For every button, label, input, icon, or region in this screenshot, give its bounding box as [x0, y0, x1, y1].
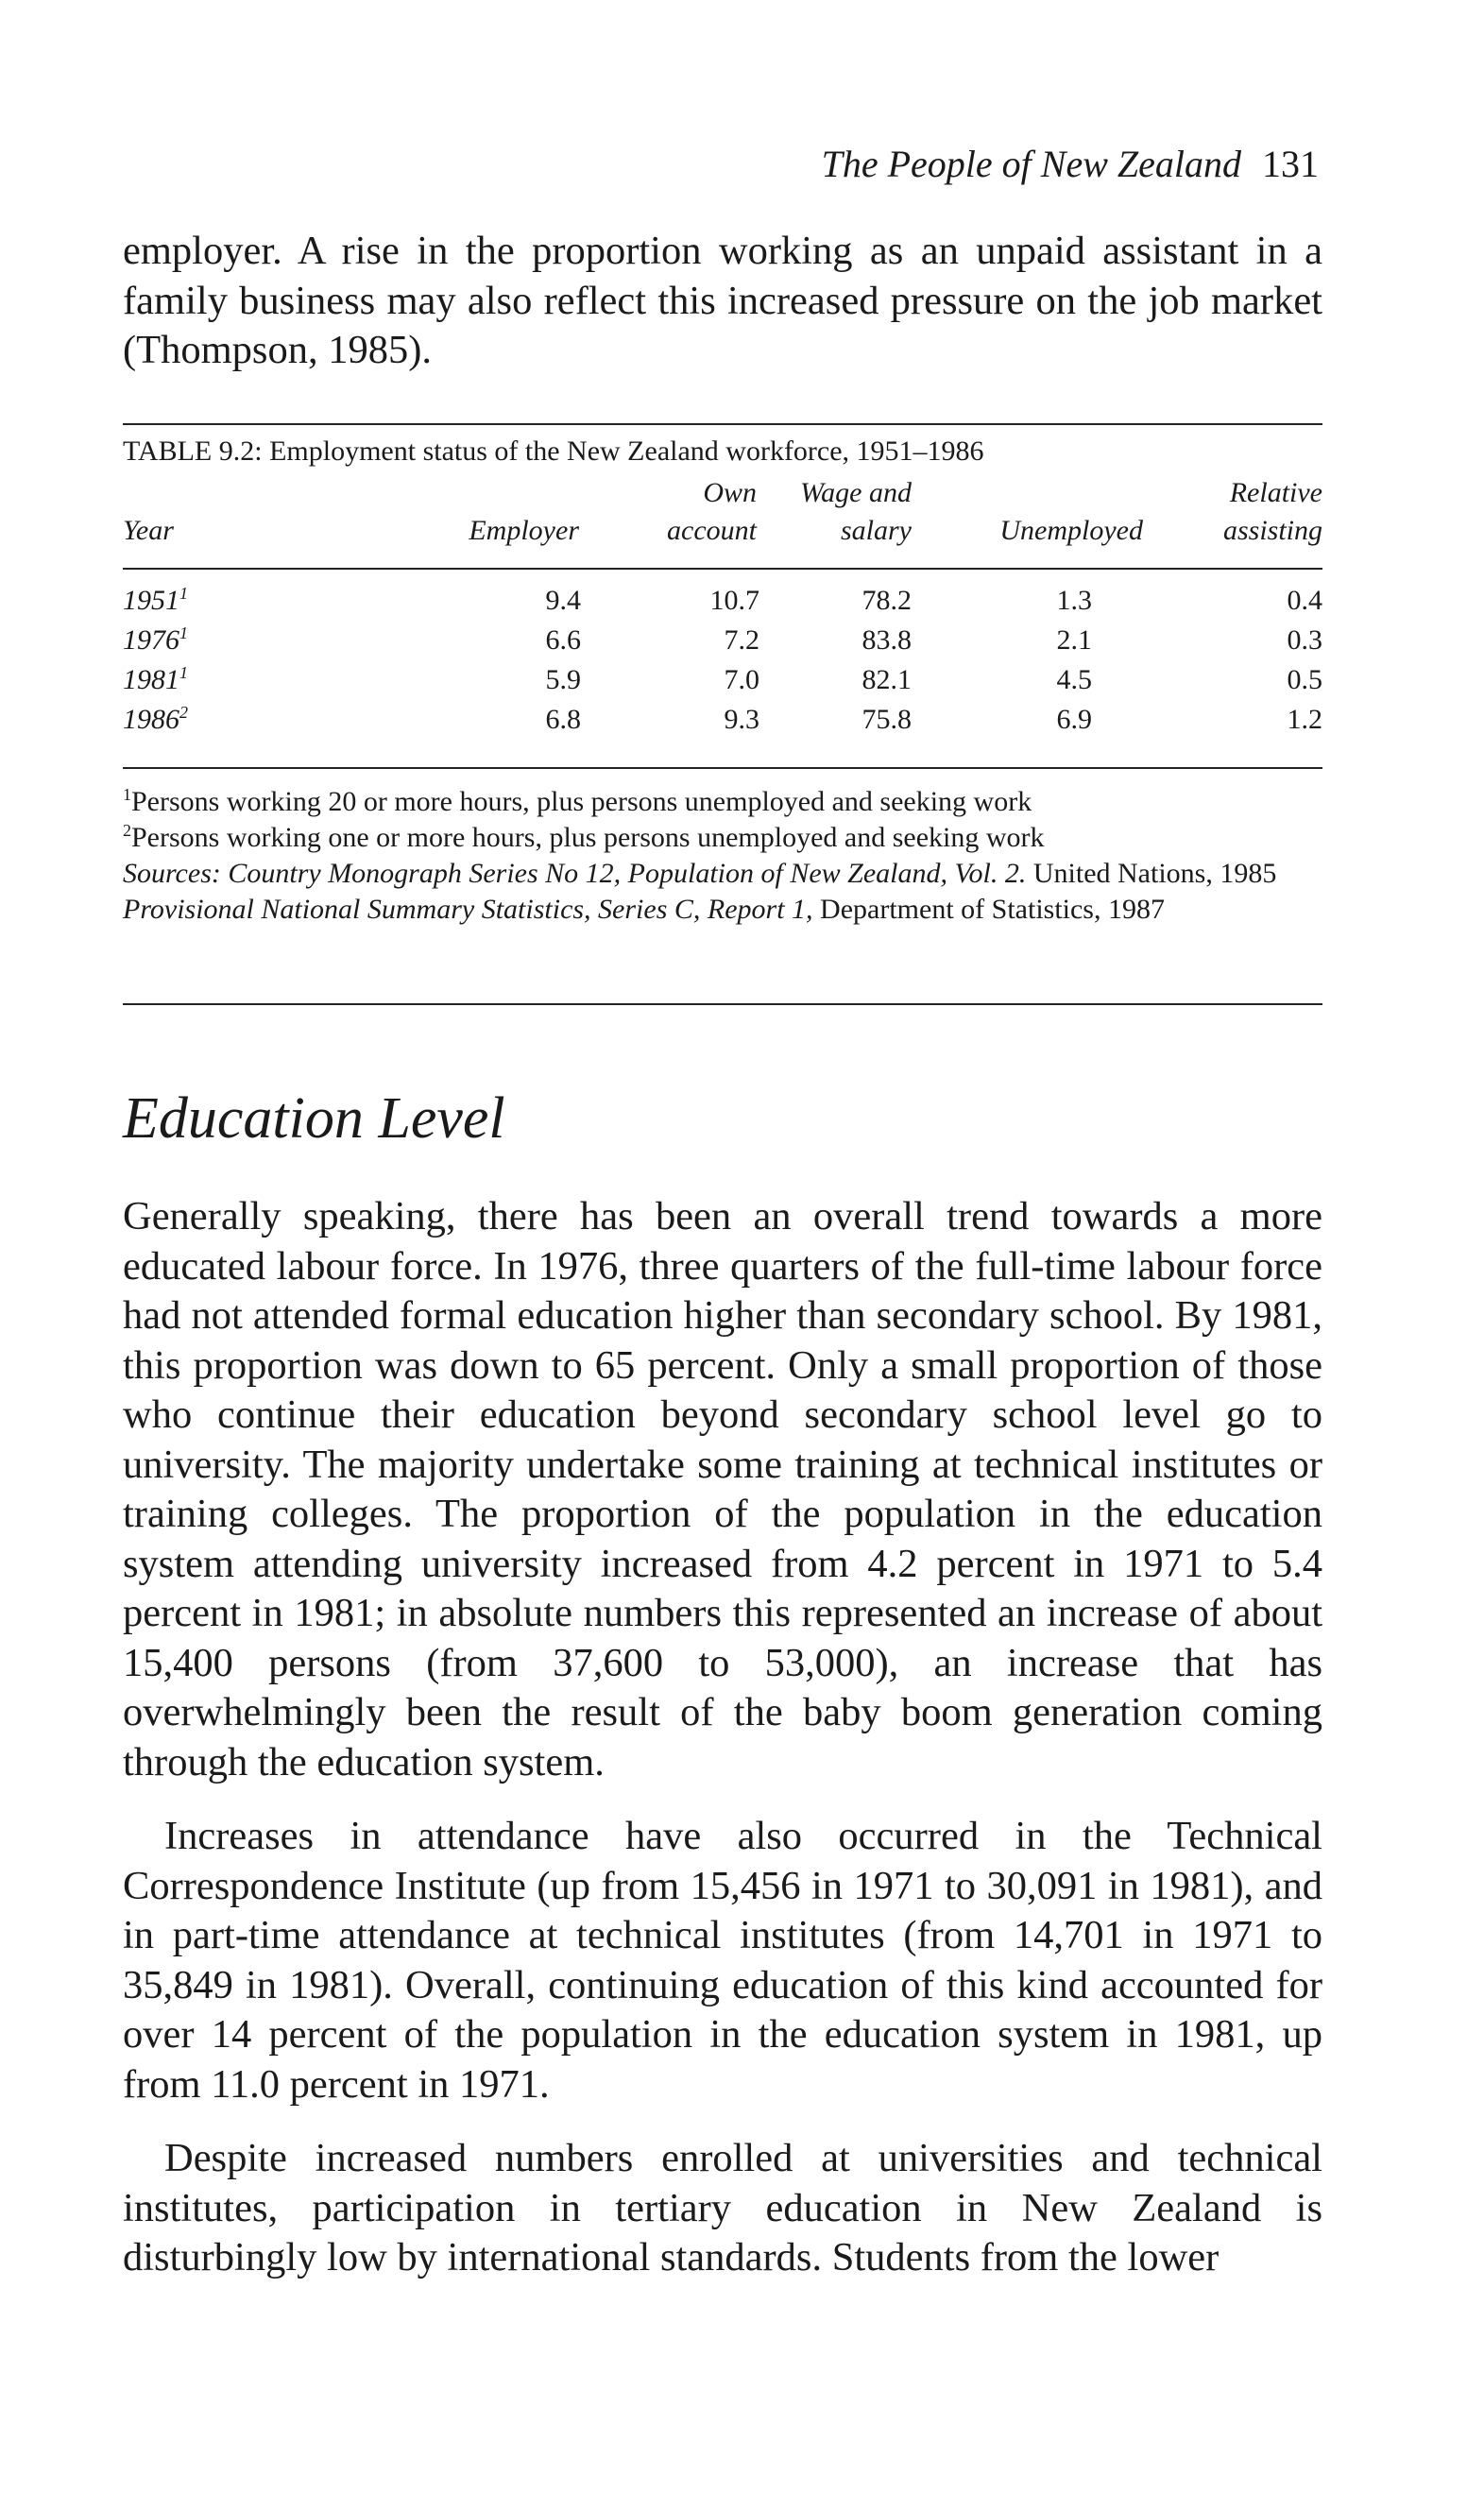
- header-relative-line2: assisting: [1222, 515, 1322, 546]
- cell-relative-assisting: 0.3: [1287, 624, 1322, 656]
- body-paragraph: Generally speaking, there has been an overall trend towards a more educated labour force. In 1976, three quarters of the full-time labour force had not attended formal education higher than secondary school. By 1981, this proportion was down to 65 percent. Only a small proportion of those who continue their education beyond secondary school level go to university. The majority undertake some training at technical institutes or training colleges. The proportion of the population in the education system attending university increased from 4.2 percent in 1971 to 5.4 percent in 1981; in absolute numbers this represented an increase of about 15,400 persons (from 37,600 to 53,000), an increase that has overwhelmingly been the result of the baby boom generation coming through the education system.: [123, 1194, 1322, 1784]
- header-wage-line1: Wage and: [799, 477, 912, 508]
- cell-relative-assisting: 0.5: [1287, 664, 1322, 695]
- source-1: Sources: Country Monograph Series No 12, Population of New Zealand, Vol. 2. United Nations, 1985: [123, 858, 1277, 889]
- table-row: [123, 701, 1322, 739]
- header-employer: Employer: [469, 515, 579, 546]
- cell-employer: 9.4: [545, 585, 581, 616]
- cell-own-account: 9.3: [724, 704, 759, 735]
- header-unemployed: Unemployed: [999, 515, 1143, 546]
- cell-own-account: 10.7: [709, 585, 759, 616]
- cell-wage-salary: 83.8: [861, 624, 912, 656]
- body-paragraph: Despite increased numbers enrolled at universities and technical institutes, participation in tertiary education in New Zealand is disturbingly low by international standards. Students from the lower: [123, 2136, 1322, 2279]
- footnote-mark: 1: [179, 584, 188, 603]
- intro-block: [123, 227, 1322, 376]
- cell-employer: 6.8: [545, 704, 581, 735]
- cell-wage-salary: 82.1: [861, 664, 912, 695]
- footnote-2: $^2$Persons working one or more hours, plus persons unemployed and seeking work: [123, 821, 1045, 853]
- cell-relative-assisting: 1.2: [1287, 704, 1322, 735]
- cell-wage-salary: 78.2: [861, 585, 912, 616]
- cell-year: 1986$^2$: [123, 703, 188, 735]
- header-relative-line1: Relative: [1229, 477, 1322, 508]
- table-row: [123, 622, 1322, 659]
- table-footnotes: [123, 784, 1322, 928]
- table-top-rule: [123, 423, 1322, 425]
- cell-unemployed: 4.5: [1056, 664, 1092, 695]
- section-body: [123, 1192, 1322, 2283]
- table-caption: TABLE 9.2: Employment status of the New Zealand workforce, 1951–1986: [123, 435, 984, 467]
- running-head: [822, 142, 1319, 187]
- cell-employer: 6.6: [545, 624, 581, 656]
- table-row: [123, 661, 1322, 699]
- header-own-line2: account: [667, 515, 757, 546]
- cell-year: 1981$^1$: [123, 663, 188, 695]
- cell-own-account: 7.2: [724, 624, 759, 656]
- header-own-line1: Own: [703, 477, 757, 508]
- cell-own-account: 7.0: [724, 664, 759, 695]
- cell-relative-assisting: 0.4: [1287, 585, 1322, 616]
- cell-unemployed: 1.3: [1056, 585, 1092, 616]
- section-heading: Education Level: [123, 1086, 505, 1151]
- footnote-mark: 1: [179, 663, 188, 682]
- cell-employer: 5.9: [545, 664, 581, 695]
- source-2: Provisional National Summary Statistics, Series C, Report 1, Department of Statistics, 1987: [123, 894, 1165, 925]
- cell-unemployed: 6.9: [1056, 704, 1092, 735]
- header-year: Year: [123, 515, 174, 546]
- header-wage-line2: salary: [841, 515, 912, 546]
- intro-paragraph: employer. A rise in the proportion working as an unpaid assistant in a family business may also reflect this increased pressure on the job market (Thompson, 1985).: [123, 229, 1322, 372]
- cell-year: 1951$^1$: [123, 584, 188, 616]
- footnote-1: $^1$Persons working 20 or more hours, plus persons unemployed and seeking work: [123, 785, 1032, 817]
- table-bottom-rule: [123, 767, 1322, 769]
- cell-wage-salary: 75.8: [861, 704, 912, 735]
- table-header-rule: [123, 568, 1322, 570]
- body-paragraph: Increases in attendance have also occurred in the Technical Correspondence Institute (up from 15,456 in 1971 to 30,091 in 1981), and in part-time attendance at technical institutes (from 14,701 in 1971 to 35,849 in 1981). Overall, continuing education of this kind accounted for over 14 percent of the population in the education system in 1981, up from 11.0 percent in 1971.: [123, 1814, 1322, 2107]
- footnotes-rule: [123, 1003, 1322, 1005]
- table-row: [123, 582, 1322, 620]
- page-number: 131: [1262, 143, 1319, 185]
- footnote-mark: 2: [179, 703, 188, 722]
- footnote-mark: 1: [179, 623, 188, 642]
- cell-year: 1976$^1$: [123, 623, 188, 656]
- cell-unemployed: 2.1: [1056, 624, 1092, 656]
- running-head-title: The People of New Zealand: [821, 143, 1241, 185]
